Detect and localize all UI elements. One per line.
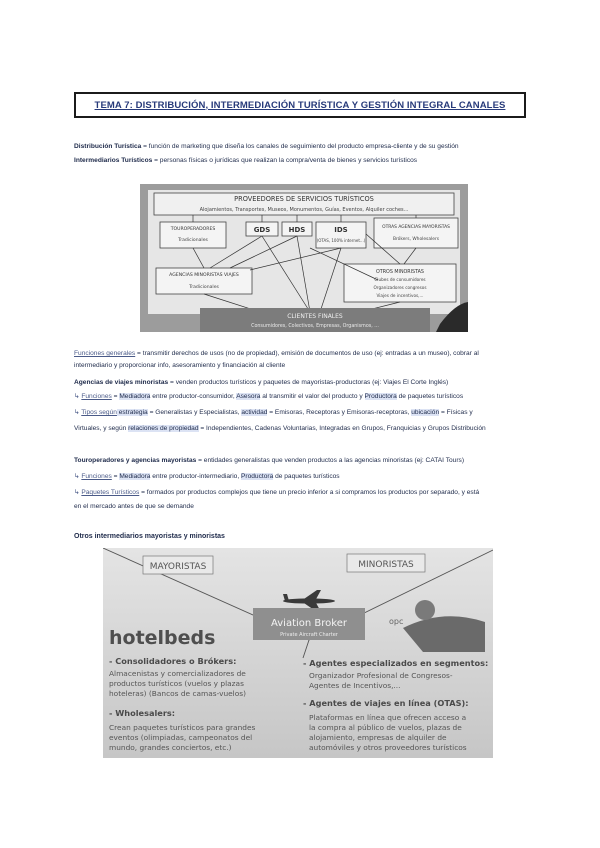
arrow-icon: ↳ (74, 489, 82, 496)
label-mayoristas: MAYORISTAS (149, 562, 207, 572)
otas-line: automóviles y otros proveedores turísticos (309, 743, 467, 752)
touroperadores-funciones-label: Funciones (81, 473, 112, 480)
otas-line: Plataformas en línea que ofrecen acceso a (309, 713, 467, 722)
agencias-funciones-label: Funciones (81, 393, 112, 400)
otas-title: - Agentes de viajes en línea (OTAS): (303, 698, 469, 708)
funciones-text: entre productor-consumidor, (150, 393, 237, 400)
aviation-broker-sub: Private Aircraft Charter (280, 632, 338, 638)
diagram-otros-minoristas: OTROS MINORISTAS (376, 270, 424, 275)
title-box (74, 92, 526, 118)
intermediarios-photo (103, 548, 493, 758)
diagram-top-box: PROVEEDORES DE SERVICIOS TURÍSTICOS (234, 195, 374, 203)
highlight-mediadora: Mediadora (119, 473, 151, 480)
highlight-productora: Productora (241, 473, 274, 480)
otas-line: la compra al público de vuelos, plazas de (309, 723, 462, 732)
aviation-broker-logo: Aviation Broker (271, 618, 347, 629)
highlight-relaciones: relaciones de propiedad (128, 425, 199, 432)
diagram-otros-line: Organizadores congresos (373, 285, 427, 290)
distribution-diagram (140, 184, 468, 332)
diagram-ids-sub: (OTAS, 100% internet...) (316, 238, 366, 243)
paquetes-turisticos-line1 (74, 488, 530, 498)
agencias-tipos-label: Tipos según (81, 409, 117, 416)
consolidadores-line: productos turísticos (vuelos y plazas (109, 679, 244, 688)
distribution-diagram-photo (140, 184, 468, 332)
tipos-text: = Independientes, Cadenas Voluntarias, Integradas en Grupos, Franquicias y Grupos Distribución (198, 425, 486, 432)
funciones-generales-text: = transmitir derechos de usos (no de propiedad), emisión de documentos de uso (ej: entradas a un museo), cobrar al (135, 350, 479, 357)
consolidadores-line: hoteleras) (Bancos de camas-vuelos) (109, 689, 246, 698)
diagram-otros-line: Viajes de incentivos,... (376, 293, 424, 298)
agencias-minoristas-definition (74, 378, 530, 388)
label-minoristas: MINORISTAS (358, 560, 414, 570)
agentes-especializados-title: - Agentes especializados en segmentos: (303, 658, 489, 668)
definition-text: = personas físicas o jurídicas que realizan la compra/venta de bienes y servicios turísticos (152, 157, 418, 164)
wholesalers-line: mundo, grandes conciertos, etc.) (109, 743, 232, 752)
diagram-clientes-finales: CLIENTES FINALES (287, 313, 343, 320)
touroperadores-definition (74, 456, 530, 466)
definition-intermediarios (74, 156, 530, 166)
paquetes-turisticos-text: = formados por productos complejos que tiene un precio inferior a si compramos los productos por separado, y está (139, 489, 480, 496)
touroperadores-text: = entidades generalistas que venden productos a las agencias minoristas (ej: CATAI Tours) (196, 457, 465, 464)
highlight-ubicacion: ubicación (411, 409, 440, 416)
diagram-top-box-sub: Alojamientos, Transportes, Museos, Monumentos, Guías, Eventos, Alquiler coches... (199, 207, 409, 213)
hotelbeds-logo: hotelbeds (109, 627, 216, 649)
diagram-clientes-finales-sub: Consumidores, Colectivos, Empresas, Organismos, ... (251, 324, 379, 329)
otas-line: alojamiento, empresas de alquiler de (309, 733, 447, 742)
definition-term: Distribución Turística (74, 143, 142, 150)
arrow-icon: ↳ (74, 409, 82, 416)
funciones-text: entre productor-intermediario, (150, 473, 241, 480)
paquetes-turisticos-label: Paquetes Turísticos (81, 489, 140, 496)
tipos-text: = Físicas y (439, 409, 473, 416)
agentes-especializados-line: Agentes de Incentivos,... (309, 681, 401, 690)
diagram-otros-line: Clubes de consumidores (374, 277, 426, 282)
agentes-especializados-line: Organizador Profesional de Congresos- (309, 671, 453, 680)
opc-logo: opc (389, 617, 404, 626)
agencias-term: Agencias de viajes minoristas (74, 379, 169, 386)
diagram-touroperadores: TOUROPERADORES (170, 227, 216, 232)
funciones-generales-line1 (74, 349, 530, 359)
agencias-tipos-line2 (74, 424, 530, 434)
tipos-text: = Generalistas y Especialistas, (147, 409, 242, 416)
agencias-tipos (74, 408, 530, 418)
diagram-agencias-minoristas-sub: Tradicionales (189, 285, 219, 290)
arrow-icon: ↳ (74, 473, 82, 480)
consolidadores-line: Almacenistas y comercializadores de (109, 669, 246, 678)
page-title: TEMA 7: DISTRIBUCIÓN, INTERMEDIACIÓN TURÍSTICA Y GESTIÓN INTEGRAL CANALES (94, 99, 506, 111)
agencias-funciones (74, 392, 530, 402)
funciones-generales-label: Funciones generales (74, 350, 136, 357)
definition-term: Intermediarios Turísticos (74, 157, 153, 164)
tipos-text: = Emisoras, Receptoras y Emisoras-receptoras, (267, 409, 412, 416)
equals-text: = (111, 393, 120, 400)
funciones-text: de paquetes turísticos (396, 393, 464, 400)
definition-text: = función de marketing que diseña los canales de seguimiento del producto empresa-cliente y de su gestión (141, 143, 459, 150)
consolidadores-title: - Consolidadores o Brókers: (109, 656, 237, 666)
diagram-touroperadores-sub: Tradicionales (178, 238, 208, 243)
touroperadores-funciones (74, 472, 530, 482)
otros-intermediarios-heading: Otros intermediarios mayoristas y minoristas (74, 533, 225, 540)
highlight-estrategia: estrategia (116, 409, 148, 416)
funciones-text: al transmitir el valor del producto y (260, 393, 365, 400)
diagram-gds: GDS (253, 226, 271, 234)
diagram-agencias-minoristas: AGENCIAS MINORISTAS VIAJES (169, 273, 239, 278)
paquetes-turisticos-line2: en el mercado antes de que se demande (74, 503, 194, 510)
diagram-otras-agencias: OTRAS AGENCIAS MAYORISTAS (382, 225, 450, 230)
funciones-text: de paquetes turísticos (273, 473, 340, 480)
highlight-actividad: actividad (241, 409, 268, 416)
funciones-generales-line2: intermediario y proporcionar info, asesoramiento y financiación al cliente (74, 362, 286, 369)
highlight-productora: Productora (364, 393, 397, 400)
wholesalers-title: - Wholesalers: (109, 708, 176, 718)
diagram-otras-agencias-sub: Brókers, Wholesalers (392, 237, 440, 242)
highlight-asesora: Asesora (236, 393, 261, 400)
wholesalers-line: eventos (olimpiadas, campeonatos del (109, 733, 253, 742)
diagram-hds: HDS (288, 226, 306, 234)
equals-text: = (111, 473, 120, 480)
agencias-text: = venden productos turísticos y paquetes de mayoristas-productoras (ej: Viajes El Corte Inglés) (168, 379, 449, 386)
highlight-mediadora: Mediadora (119, 393, 151, 400)
wholesalers-line: Crean paquetes turísticos para grandes (109, 723, 256, 732)
arrow-icon: ↳ (74, 393, 82, 400)
diagram-ids: IDS (334, 226, 348, 234)
definition-distribucion (74, 142, 530, 152)
intermediarios-graphic (103, 548, 493, 758)
tipos-text: Virtuales, y según (74, 425, 129, 432)
touroperadores-term: Touroperadores y agencias mayoristas (74, 457, 197, 464)
